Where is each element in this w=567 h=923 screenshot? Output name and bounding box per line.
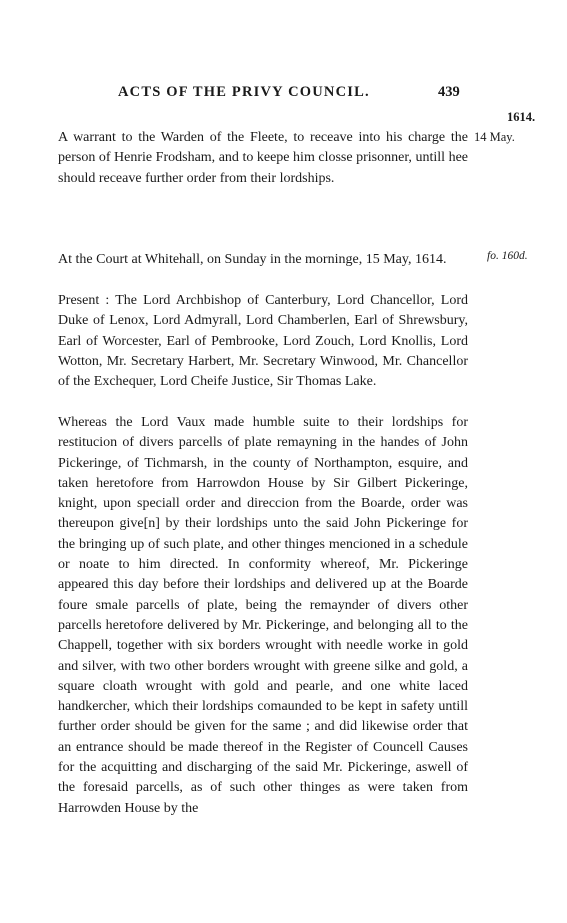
margin-folio: fo. 160d. <box>487 250 528 262</box>
margin-year: 1614. <box>507 110 536 124</box>
present-list: Present : The Lord Archbishop of Canterbury, Lord Chancellor, Lord Duke of Lenox, Lord Admyrall, Lord Chamberlen, Earl of Shrewsbury, Earl of Worcester, Earl of Pembrooke, Lord Zouch, Lord Knollis, Lord Wotton, Mr. Secretary Harbert, Mr. Secretary Winwood, Mr. Chancellor of the Exchequer, Lord Cheife Justice, Sir Thomas Lake. <box>58 293 468 390</box>
margin-date: 14 May. <box>474 130 515 144</box>
vaux-entry <box>58 413 468 819</box>
warrant-entry <box>58 128 468 189</box>
page-number: 439 <box>438 84 460 100</box>
court-heading-entry <box>58 250 468 270</box>
running-title: ACTS OF THE PRIVY COUNCIL. <box>118 84 370 100</box>
present-entry <box>58 291 468 392</box>
warrant-paragraph: A warrant to the Warden of the Fleete, to receave into his charge the person of Henrie Frodsham, and to keepe him closse prisonner, untill hee should receave further order from their lordships. <box>58 130 468 186</box>
court-heading: At the Court at Whitehall, on Sunday in the morninge, 15 May, 1614. <box>58 252 447 267</box>
vaux-paragraph: Whereas the Lord Vaux made humble suite to their lordships for restitucion of divers parcells of plate remayning in the handes of John Pickeringe, of Tichmarsh, in the county of Northampton, esquire, and taken heretofore from Harrowdon House by Sir Gilbert Pickeringe, knight, upon speciall order and direccion from the Boarde, order was thereupon give[n] by their lordships unto the said John Pickeringe for the bringing up of such plate, and other thinges mencioned in a schedule or noate to him directed. In conformity whereof, Mr. Pickeringe appeared this day before their lordships and delivered up at the Boarde foure smale parcells of plate, being the remaynder of divers other parcells heretofore delivered by Mr. Pickeringe, and belonging all to the Chappell, together with six borders wrought with needle worke in gold and silver, with two other borders wrought with greene silke and gold, a square cloath wrought with gold and pearle, and one white laced handkercher, which their lordships comaunded to be kept in safety untill further order should be given for the same ; and did likewise order that an entrance should be made thereof in the Register of Councell Causes for the acquitting and discharging of the said Mr. Pickeringe, aswell of the foresaid parcells, as of such other thinges as were taken from Harrowden House by the <box>58 415 468 816</box>
